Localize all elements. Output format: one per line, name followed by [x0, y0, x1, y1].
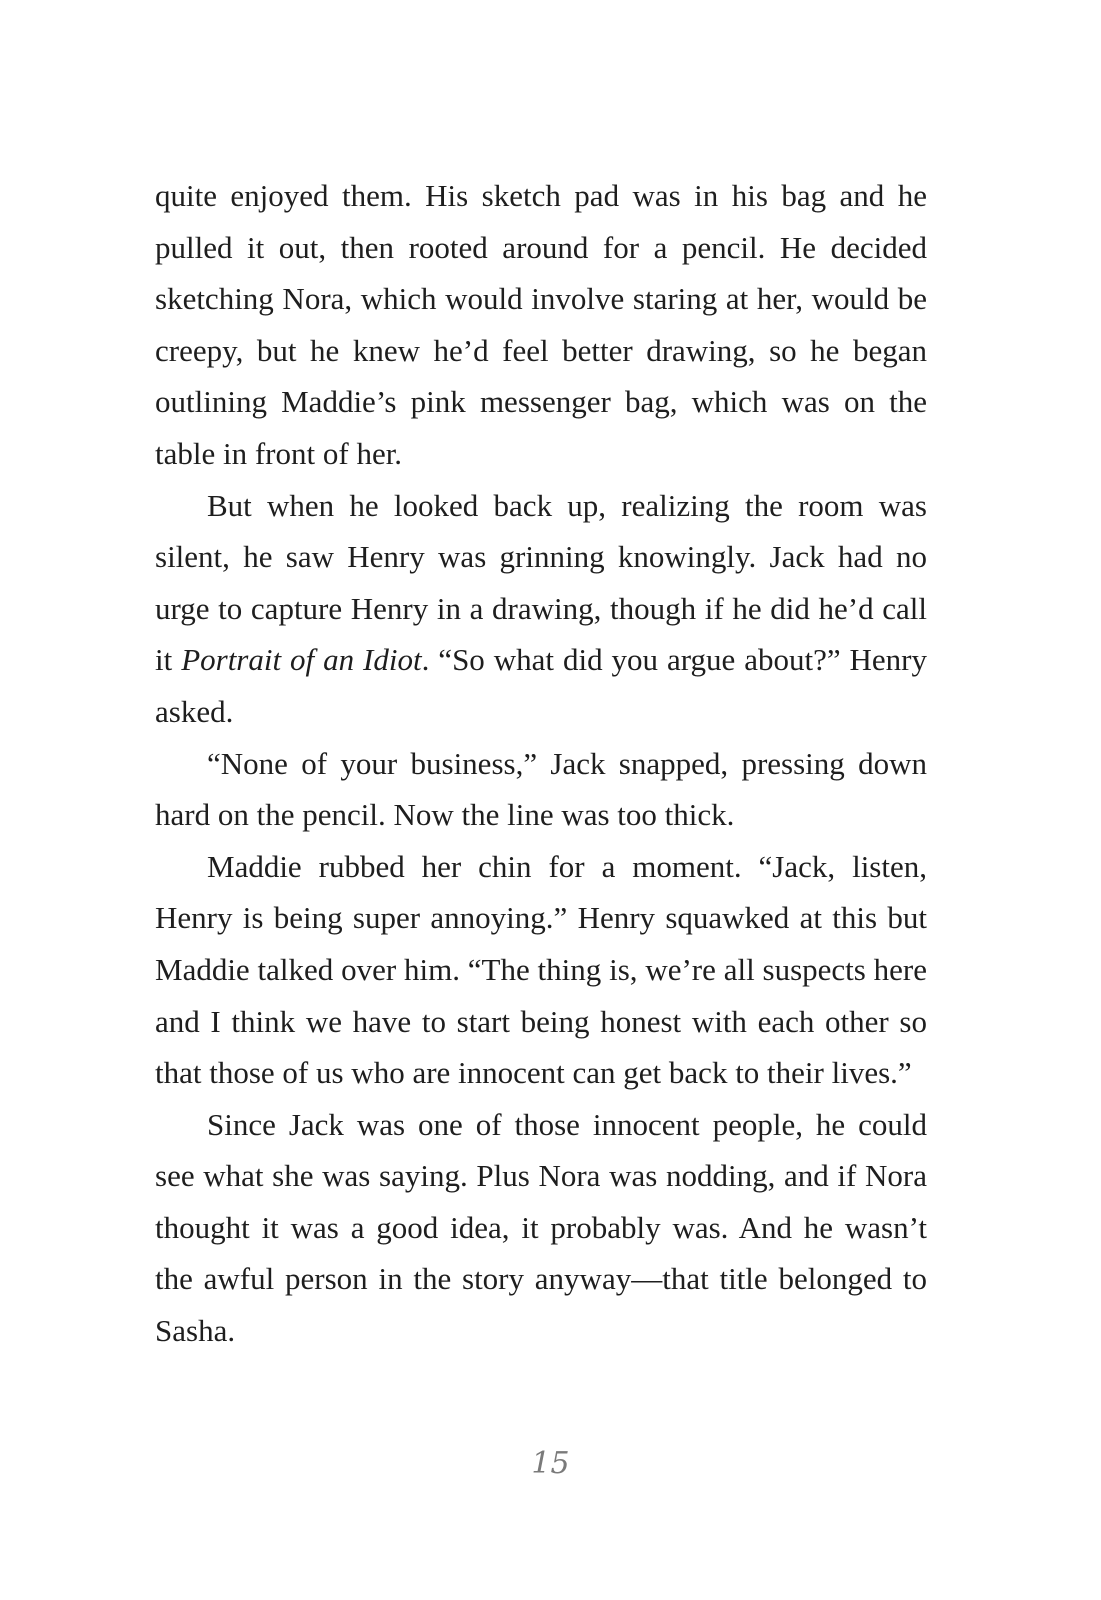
paragraph: Maddie rubbed her chin for a moment. “Jack, listen, Henry is being super annoying.” Henry squawked at this but Maddie talked over him. “The thing is, we’re all suspects here and I think we have to start being honest with each other so that those of us who are innocent can get back to their lives.” [155, 848, 927, 1091]
paragraph: “None of your business,” Jack snapped, pressing down hard on the pencil. Now the line was too thick. [155, 745, 927, 833]
paragraph-text: But when he looked back up, realizing the room was silent, he saw Henry was grinning knowingly. Jack had no urge to capture Henry in a drawing, though if he did he’d call it [155, 487, 927, 678]
italic-title: Portrait of an Idiot [181, 642, 422, 678]
page-number: 15 [531, 1446, 570, 1481]
paragraph: quite enjoyed them. His sketch pad was in his bag and he pulled it out, then rooted around for a pencil. He decided sketching Nora, which would involve staring at her, would be creepy, but he knew he’d feel better drawing, so he began outlining Maddie’s pink messenger bag, which was on the table in front of her. [155, 178, 927, 471]
paragraph: Since Jack was one of those innocent people, he could see what she was saying. Plus Nora was nodding, and if Nora thought it was a good idea, it probably was. And he wasn’t the awful person in the story anyway—that title belonged to Sasha. [155, 1106, 927, 1349]
body-text [155, 170, 927, 1357]
paragraph-text: . “So what did you argue about?” Henry asked. [155, 642, 928, 729]
paragraph [155, 480, 927, 738]
